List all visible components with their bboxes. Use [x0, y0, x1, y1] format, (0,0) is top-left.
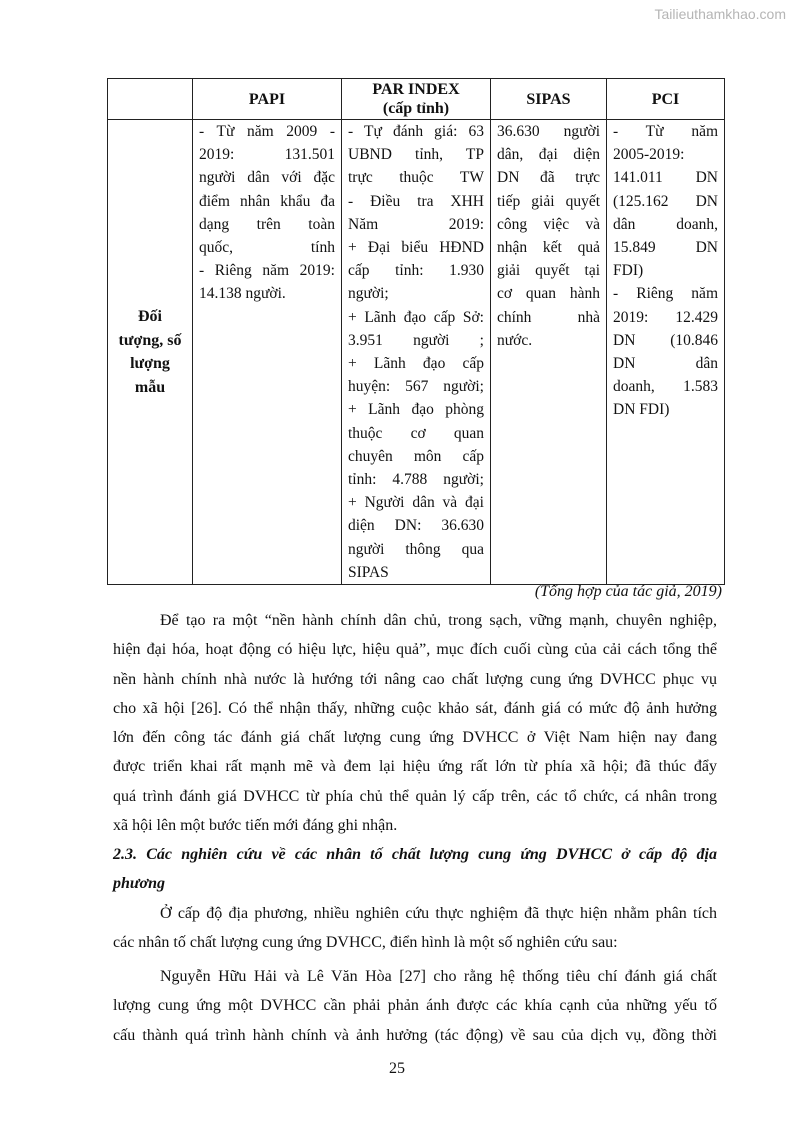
- cell-line: doanh, 1.583: [613, 378, 718, 396]
- header-sipas: SIPAS: [491, 79, 607, 120]
- row-label: [108, 120, 193, 585]
- row-label-line: Đối: [138, 308, 162, 326]
- cell-par-index: [342, 120, 491, 585]
- cell-line: (125.162 DN: [613, 192, 718, 210]
- cell-line: 3.951 người ;: [348, 331, 484, 349]
- cell-line: chính nhà: [497, 308, 600, 326]
- row-label-line: tượng, số: [118, 331, 182, 349]
- text-line: xã hội lên một bước tiến mới đáng ghi nhận.: [113, 817, 398, 835]
- comparison-table: [107, 78, 725, 585]
- cell-line: huyện: 567 người;: [348, 378, 484, 396]
- cell-line: SIPAS: [348, 563, 389, 581]
- cell-line: dân, đại diện: [497, 146, 600, 164]
- page-number: 25: [389, 1060, 405, 1077]
- cell-line: 141.011 DN: [613, 169, 718, 187]
- text-line: quá trình đánh giá DVHCC từ phía chủ thể quản lý cấp trên, các tổ chức, cá nhân trong: [113, 787, 717, 805]
- text-line: cho xã hội [26]. Có thể nhận thấy, những cuộc khảo sát, đánh giá có mức độ ảnh hưởng: [113, 699, 717, 717]
- cell-line: dân doanh,: [613, 215, 718, 233]
- header-empty: [108, 79, 193, 120]
- cell-line: - Từ năm: [613, 123, 718, 140]
- cell-line: trực thuộc TW: [348, 169, 484, 187]
- cell-line: người dân với đặc: [199, 169, 335, 187]
- text-line: được triển khai rất mạnh mẽ và đem lại hiệu ứng rất lớn từ phía xã hội; đã thúc đẩy: [113, 758, 717, 776]
- cell-line: công việc và: [497, 215, 600, 233]
- section-heading-text: [113, 840, 717, 899]
- header-par-line1: PAR INDEX: [372, 81, 460, 98]
- cell-line: Năm 2019:: [348, 215, 484, 233]
- text-line: 2.3. Các nghiên cứu về các nhân tố chất lượng cung ứng DVHCC ở cấp độ địa: [113, 846, 717, 863]
- paragraph-2: [113, 899, 717, 958]
- paragraph-2-text: [113, 899, 717, 958]
- cell-line: cơ quan hành: [497, 285, 600, 303]
- cell-line: diện DN: 36.630: [348, 517, 484, 535]
- cell-line: + Người dân và đại: [348, 494, 484, 512]
- cell-line: tỉnh: 4.788 người;: [348, 471, 484, 489]
- text-line: các nhân tố chất lượng cung ứng DVHCC, điển hình là một số nghiên cứu sau:: [113, 934, 618, 952]
- table-caption: (Tổng hợp của tác giả, 2019): [534, 583, 722, 600]
- section-heading: [113, 840, 717, 899]
- cell-line: người thông qua: [348, 540, 484, 558]
- cell-line: 15.849 DN: [613, 239, 718, 257]
- cell-line: - Điều tra XHH: [348, 192, 484, 210]
- text-line: lượng cung ứng một DVHCC cần phải phản ánh được các khía cạnh của những yếu tố: [113, 997, 717, 1015]
- cell-line: điểm nhân khẩu đa: [199, 192, 335, 210]
- header-par-line2: (cấp tỉnh): [382, 100, 450, 117]
- cell-line: + Lãnh đạo cấp: [348, 355, 484, 373]
- cell-line: 2005-2019:: [613, 146, 685, 164]
- cell-pci: [607, 120, 725, 585]
- text-line: Để tạo ra một “nền hành chính dân chủ, trong sạch, vững mạnh, chuyên nghiệp,: [160, 612, 717, 629]
- header-par-index: [342, 79, 491, 120]
- cell-line: - Tự đánh giá: 63: [348, 123, 484, 140]
- cell-line: nước.: [497, 331, 533, 349]
- cell-line: - Riêng năm 2019:: [199, 262, 335, 280]
- table-row: [108, 120, 725, 585]
- text-line: cấu thành quá trình hành chính và ảnh hưởng (tác động) về sau của dịch vụ, đồng thời: [113, 1026, 717, 1044]
- cell-line: + Đại biểu HĐND: [348, 239, 484, 257]
- cell-line: + Lãnh đạo cấp Sở:: [348, 308, 484, 326]
- paragraph-3: [113, 962, 717, 1050]
- cell-line: FDI): [613, 262, 644, 280]
- cell-line: quốc, tính: [199, 239, 335, 257]
- cell-line: 14.138 người.: [199, 285, 286, 303]
- cell-line: 36.630 người: [497, 123, 600, 140]
- header-pci: PCI: [607, 79, 725, 120]
- cell-line: DN (10.846: [613, 331, 718, 349]
- watermark: Tailieuthamkhao.com: [654, 6, 786, 22]
- cell-line: - Riêng năm: [613, 285, 718, 303]
- text-line: nền hành chính nhà nước là hướng tới nâng cao chất lượng cung ứng DVHCC phục vụ: [113, 670, 717, 688]
- cell-papi: [193, 120, 342, 585]
- text-line: phương: [113, 875, 165, 893]
- paragraph-3-text: [113, 962, 717, 1050]
- row-label-line: lượng: [130, 355, 170, 373]
- text-line: Ở cấp độ địa phương, nhiều nghiên cứu thực nghiệm đã thực hiện nhằm phân tích: [160, 905, 717, 922]
- cell-line: giải quyết tại: [497, 262, 600, 280]
- paragraph-1-text: [113, 606, 717, 840]
- cell-line: cấp tỉnh: 1.930: [348, 262, 484, 280]
- table-header-row: [108, 79, 725, 120]
- header-papi: PAPI: [193, 79, 342, 120]
- row-label-line: mẫu: [134, 378, 166, 396]
- text-line: Nguyễn Hữu Hải và Lê Văn Hòa [27] cho rằng hệ thống tiêu chí đánh giá chất: [160, 968, 717, 985]
- text-line: lớn đến công tác đánh giá chất lượng cung ứng DVHCC ở Việt Nam hiện nay đang: [113, 729, 717, 747]
- cell-line: tiếp giải quyết: [497, 192, 600, 210]
- text-line: hiện đại hóa, hoạt động có hiệu lực, hiệu quả”, mục đích cuối cùng của cải cách tổng thể: [113, 641, 717, 659]
- cell-line: 2019: 12.429: [613, 308, 718, 326]
- cell-line: UBND tỉnh, TP: [348, 146, 484, 164]
- cell-line: DN dân: [613, 355, 718, 373]
- cell-line: dạng trên toàn: [199, 215, 335, 233]
- cell-line: thuộc cơ quan: [348, 424, 484, 442]
- cell-line: - Từ năm 2009 -: [199, 123, 335, 140]
- cell-line: DN đã trực: [497, 169, 600, 187]
- cell-line: chuyên môn cấp: [348, 447, 484, 465]
- cell-line: 2019: 131.501: [199, 146, 335, 164]
- cell-line: + Lãnh đạo phòng: [348, 401, 484, 419]
- cell-line: người;: [348, 285, 389, 303]
- cell-sipas: [491, 120, 607, 585]
- paragraph-1: [113, 606, 717, 840]
- cell-line: nhận kết quả: [497, 239, 600, 257]
- cell-line: DN FDI): [613, 401, 670, 419]
